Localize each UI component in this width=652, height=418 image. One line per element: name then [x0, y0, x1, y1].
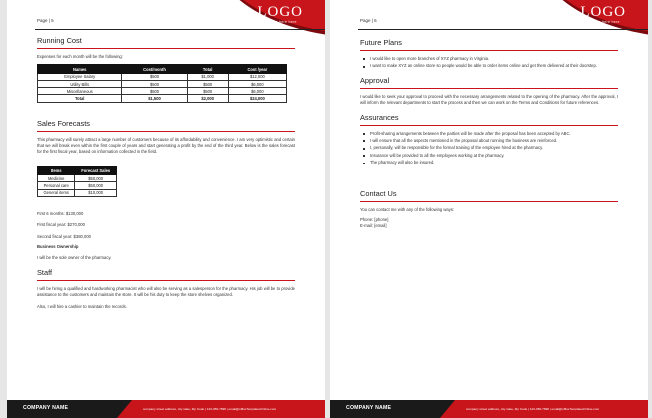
list-item: I want to make XYZ an online store so people would be able to order items online and get them delivered at their doorstep.: [360, 63, 618, 69]
forecast-first-fiscal-year: First fiscal year: $270,000: [37, 222, 85, 228]
header-divider: [35, 29, 325, 30]
table-row: [38, 182, 117, 189]
table-header-cell: Forecast Sales: [75, 166, 117, 174]
logo-text: LOGO: [257, 4, 303, 20]
contact-phone: Phone: [phone]: [360, 217, 389, 223]
document-page-5: [7, 0, 325, 418]
table-cell: $1,500: [122, 95, 187, 102]
table-cell: $50,000: [75, 182, 117, 189]
business-ownership-text: I will be the sole owner of the pharmacy.: [37, 255, 112, 261]
footer-address: company street address, city state, Zip Code | 123-456-7890 | email@officeTemplatesOnline.com: [466, 406, 600, 411]
logo: [580, 5, 626, 24]
table-cell: $2,000: [187, 95, 228, 102]
table-header-cell: Cost/month: [122, 65, 187, 73]
table-cell: $500: [122, 73, 187, 80]
table-header-cell: Names: [38, 65, 122, 73]
footer-company-name: COMPANY NAME: [23, 405, 69, 411]
table-cell: $1,000: [187, 73, 228, 80]
table-row: [38, 175, 117, 182]
page-footer: [330, 400, 648, 418]
table-cell: Total: [38, 95, 122, 102]
section-heading-sales-forecasts: Sales Forecasts: [37, 119, 295, 132]
table-cell: $6,000: [228, 88, 286, 95]
list-item: Insurance will be provided to all the employees working at the pharmacy.: [360, 153, 618, 159]
forecast-first-6-months: First 6 months: $130,000: [37, 210, 84, 216]
approval-paragraph: I would like to seek your approval to proceed with the necessary arrangements related to the opening of the pharmacy. After the approval, I will inform the relevant departments to start the process and then we can work on the Terms and Conditions for future references.: [360, 93, 618, 106]
staff-paragraph-1: I will be hiring a qualified and hardworking pharmacist who will also be serving as a salesperson for the pharmacy. His job will be to provide assistance to the customers and maintain the store. It will be his duty to keep the store shelves organized.: [37, 285, 295, 298]
table-cell: $500: [122, 80, 187, 87]
forecast-second-fiscal-year: Second fiscal year: $380,000: [37, 233, 92, 239]
table-cell: $12,000: [228, 73, 286, 80]
page-number: Page | 6: [360, 18, 377, 23]
logo-tagline: Enquire here here: [263, 20, 297, 24]
table-cell: Miscellaneous: [38, 88, 122, 95]
section-heading-contact-us: Contact Us: [360, 189, 618, 202]
section-heading-running-cost: Running Cost: [37, 36, 295, 49]
logo-tagline: Enquire here here: [586, 20, 620, 24]
table-cell: $500: [122, 88, 187, 95]
list-item: I will ensure that all the aspects mentioned in the proposal about running the business are reinforced.: [360, 138, 618, 144]
future-plans-list: [360, 56, 618, 70]
page-footer: [7, 400, 325, 418]
logo-text: LOGO: [580, 4, 626, 20]
table-cell: $10,000: [75, 189, 117, 196]
table-total-row: [38, 95, 287, 102]
contact-email: E-mail: [email]: [360, 223, 387, 229]
staff-paragraph-2: Also, I will hire a cashier to maintain the records.: [37, 303, 127, 309]
page-content: [37, 36, 295, 313]
table-cell: $50,000: [75, 175, 117, 182]
logo: [257, 5, 303, 24]
table-cell: General items: [38, 189, 75, 196]
page-content: [360, 38, 618, 233]
assurances-list: [360, 131, 618, 167]
table-cell: $500: [187, 80, 228, 87]
sales-forecast-table: [37, 166, 117, 197]
table-row: [38, 88, 287, 95]
header-divider: [358, 29, 648, 30]
page-number: Page | 5: [37, 18, 54, 23]
list-item: I, personally, will be responsible for the formal training of the employee hired at the pharmacy.: [360, 145, 618, 151]
section-heading-future-plans: Future Plans: [360, 38, 618, 51]
table-row: [38, 73, 287, 80]
document-page-6: [330, 0, 648, 418]
footer-address: company street address, city state, Zip Code | 123-456-7890 | email@officeTemplatesOnline.com: [143, 406, 277, 411]
table-header-cell: Total: [187, 65, 228, 73]
table-row: [38, 189, 117, 196]
contact-intro: You can contact me with any of the following ways:: [360, 206, 455, 212]
list-item: Profit-sharing arrangements between the parties will be made after the proposal has been accepted by ABC.: [360, 131, 618, 137]
section-heading-approval: Approval: [360, 76, 618, 89]
table-cell: Employee Salary: [38, 73, 122, 80]
list-item: I would like to open more branches of XYZ pharmacy in Virginia.: [360, 56, 618, 62]
table-header-cell: Cost /year: [228, 65, 286, 73]
table-cell: $500: [187, 88, 228, 95]
table-cell: $24,000: [228, 95, 286, 102]
list-item: The pharmacy will also be insured.: [360, 160, 618, 166]
table-row: [38, 80, 287, 87]
business-ownership-heading: Business Ownership: [37, 243, 79, 249]
table-cell: $6,000: [228, 80, 286, 87]
sales-paragraph: This pharmacy will surely attract a large number of customers because of its affordability and convenience. I am very optimistic and certain that we will break even within the first couple of years and start generating a profit by the end of the third year. Below is the sales forecast for the first fiscal year, based on information collected in the field.: [37, 136, 295, 155]
footer-company-name: COMPANY NAME: [346, 405, 392, 411]
section-heading-staff: Staff: [37, 268, 295, 281]
table-header-row: [38, 65, 287, 73]
table-cell: Personal care: [38, 182, 75, 189]
table-header-cell: Items: [38, 166, 75, 174]
running-cost-intro: Expenses for each month will be the following:: [37, 54, 123, 59]
running-cost-table: [37, 64, 287, 102]
table-cell: Utility Bills: [38, 80, 122, 87]
table-header-row: [38, 166, 117, 174]
section-heading-assurances: Assurances: [360, 113, 618, 126]
table-cell: Medicine: [38, 175, 75, 182]
